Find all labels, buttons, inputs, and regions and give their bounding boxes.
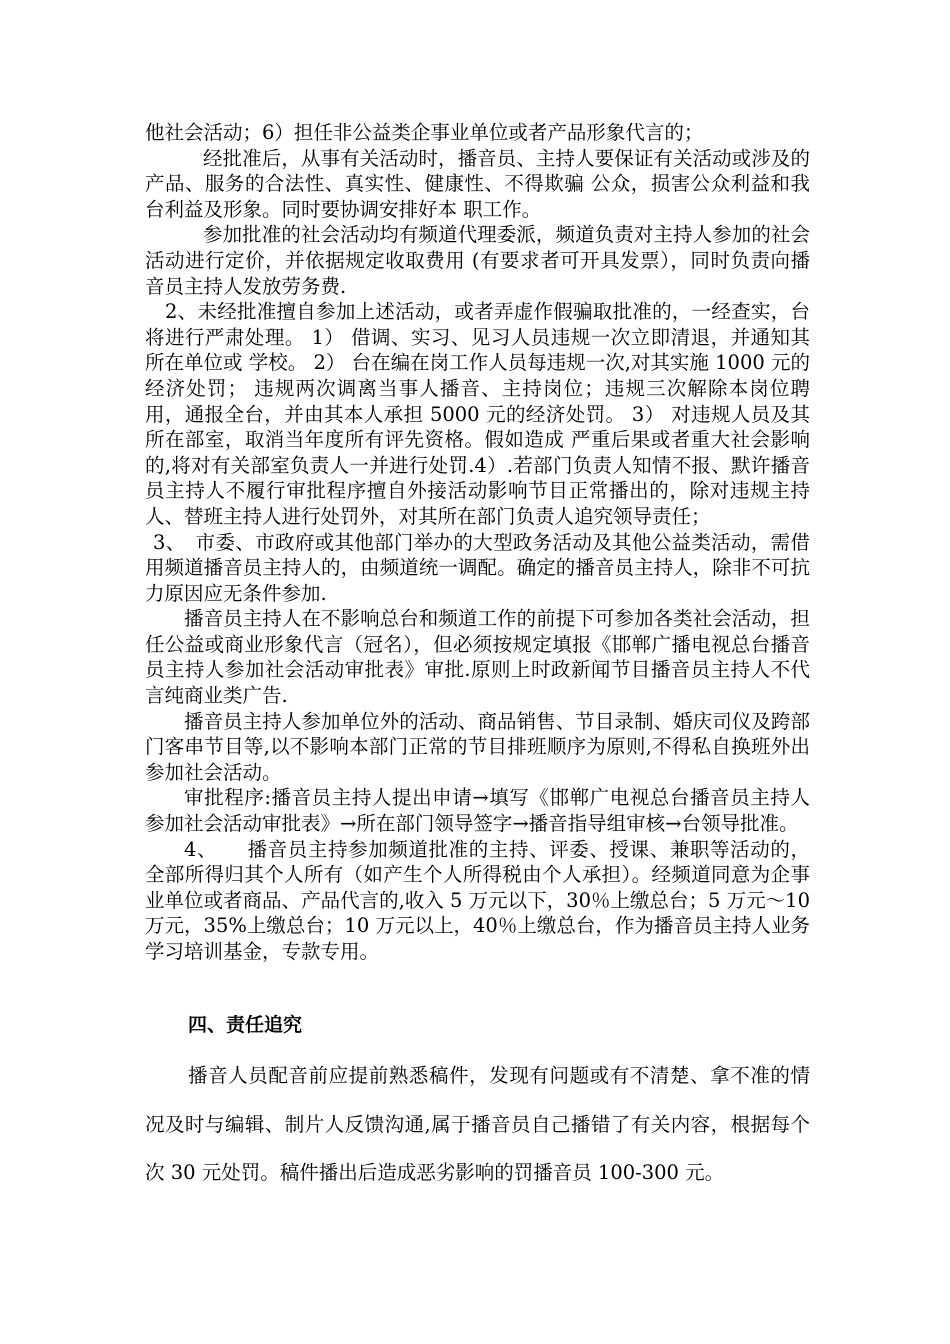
section-heading: 四、责任追究	[188, 1014, 303, 1036]
body-text	[145, 120, 810, 965]
section4-paragraph: 播音人员配音前应提前熟悉稿件，发现有问题或有不清楚、拿不准的情况及时与编辑、制片人反馈沟通,属于播音员自己播错了有关内容，根据每个次 30 元处罚。稿件播出后造成恶劣影响的罚播音员 100-300 元。	[145, 1064, 810, 1184]
paragraph-6: 播音员主持人在不影响总台和频道工作的前提下可参加各类社会活动，担任公益或商业形象代言（冠名），但必须按规定填报《邯郸广播电视总台播音员主持人参加社会活动审批表》审批.原则上时政新闻节目播音员主持人不代言纯商业类广告.	[145, 607, 810, 708]
paragraph-3: 参加批准的社会活动均有频道代理委派，频道负责对主持人参加的社会活动进行定价，并依据规定收取费用 (有要求者可开具发票），同时负责向播音员主持人发放劳务费.	[145, 223, 810, 298]
paragraph-9: 4、 播音员主持参加频道批准的主持、评委、授课、兼职等活动的，全部所得归其个人所有（如产生个人所得税由个人承担）。经频道同意为企事业单位或者商品、产品代言的,收入 5 万元以下，30％上缴总台；5 万元～10 万元，35%上缴总台；10 万元以上，40％上缴总台，作为播音员主持人业务学习培训基金，专款专用。	[145, 837, 810, 963]
paragraph-7: 播音员主持人参加单位外的活动、商品销售、节目录制、婚庆司仪及跨部门客串节目等,以不影响本部门正常的节目排班顺序为原则,不得私自换班外出参加社会活动。	[145, 709, 810, 784]
section4-body	[145, 1052, 810, 1198]
paragraph-8: 审批程序:播音员主持人提出申请→填写《邯郸广电视总台播音员主持人参加社会活动审批表》→所在部门领导签字→播音指导组审核→台领导批准。	[145, 786, 810, 836]
paragraph-5: 3、 市委、市政府或其他部门举办的大型政务活动及其他公益类活动，需借用频道播音员主持人的，由频道统一调配。确定的播音员主持人，除非不可抗力原因应无条件参加.	[145, 530, 810, 605]
paragraph-2: 经批准后，从事有关活动时，播音员、主持人要保证有关活动或涉及的产品、服务的合法性、真实性、健康性、不得欺骗 公众，损害公众利益和我台利益及形象。同时要协调安排好本 职工作。	[145, 146, 810, 221]
paragraph-1: 他社会活动；6）担任非公益类企事业单位或者产品形象代言的；	[145, 121, 704, 144]
paragraph-4: 2、未经批准擅自参加上述活动，或者弄虚作假骗取批准的，一经查实，台将进行严肃处理。 1） 借调、实习、见习人员违规一次立即清退，并通知其所在单位或 学校。 2） 台在编在岗工作人员每违规一次,对其实施 1000 元的经济处罚； 违规两次调离当事人播音、主持岗位；违规三次解除本岗位聘用，通报全台，并由其本人承担 5000 元的经济处罚。 3） 对违规人员及其所在部室，取消当年度所有评先资格。假如造成 严重后果或者重大社会影响的,将对有关部室负责人一并进行处罚.4）.若部门负责人知情不报、默许播音员主持人不履行审批程序擅自外接活动影响节目正常播出的，除对违规主持人、替班主持人进行处罚外，对其所在部门负责人追究领导责任；	[145, 300, 810, 528]
